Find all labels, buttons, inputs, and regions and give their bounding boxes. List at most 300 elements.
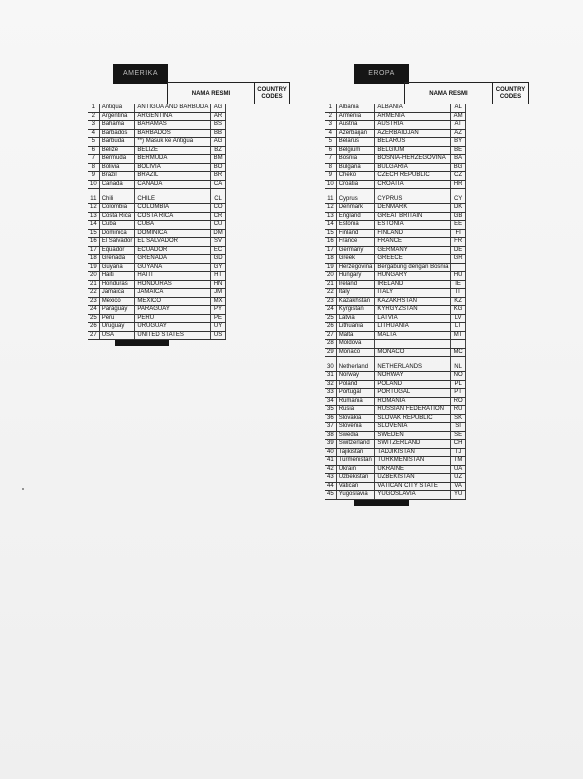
country-name: Moldova: [336, 340, 375, 349]
country-name: Dominica: [99, 229, 135, 238]
country-name: Swedia: [336, 431, 375, 440]
table-row: [325, 448, 465, 457]
official-name: CYPRUS: [375, 189, 451, 204]
table-row: [88, 138, 225, 147]
official-name: HONDURAS: [135, 280, 211, 289]
country-code: KG: [451, 306, 465, 315]
table-row: [325, 172, 465, 181]
official-name: GERMANY: [375, 246, 451, 255]
table-row: [88, 212, 225, 221]
country-code: BA: [451, 155, 465, 164]
row-number: 25: [325, 314, 336, 323]
country-code: BM: [211, 155, 225, 164]
country-code: GY: [211, 263, 225, 272]
official-name: ANTIGUA AND BARBUDA: [135, 104, 211, 112]
official-name: LATVIA: [375, 314, 451, 323]
official-name: LITHUANIA: [375, 323, 451, 332]
official-name: IRELAND: [375, 280, 451, 289]
official-name: SLOVAK REPUBLIC: [375, 414, 451, 423]
official-name: UKRAINE: [375, 465, 451, 474]
row-number: 12: [325, 204, 336, 213]
country-name: Tajikistan: [336, 448, 375, 457]
country-name: Monaco: [336, 348, 375, 357]
official-name: TADJIKISTAN: [375, 448, 451, 457]
country-name: Turmenistan: [336, 457, 375, 466]
row-number: 12: [88, 204, 99, 213]
table-row: [325, 246, 465, 255]
table-row: [88, 180, 225, 189]
table-row: [325, 229, 465, 238]
table-row: [88, 121, 225, 130]
left-country-table: [88, 104, 226, 340]
table-row: [88, 172, 225, 181]
row-number: 3: [325, 121, 336, 130]
country-name: Kyrgistan: [336, 306, 375, 315]
country-name: Uzbekistan: [336, 474, 375, 483]
country-name: Uruguay: [99, 323, 135, 332]
country-code: SV: [211, 238, 225, 247]
row-number: 35: [325, 406, 336, 415]
table-row: [325, 389, 465, 398]
country-name: Italy: [336, 289, 375, 298]
country-name: Grenada: [99, 255, 135, 264]
country-code: PE: [211, 314, 225, 323]
row-number: 9: [88, 172, 99, 181]
row-number: 10: [325, 180, 336, 189]
country-name: Herzegovina: [336, 263, 375, 272]
country-name: Colombia: [99, 204, 135, 213]
table-row: [325, 482, 465, 491]
row-number: 18: [88, 255, 99, 264]
row-number: 13: [88, 212, 99, 221]
table-row: [325, 138, 465, 147]
country-code: DK: [451, 204, 465, 213]
table-row: [325, 272, 465, 281]
country-code: LV: [451, 314, 465, 323]
country-code: GR: [451, 255, 465, 264]
country-code: LT: [451, 323, 465, 332]
row-number: 27: [325, 331, 336, 340]
official-name: BELARUS: [375, 138, 451, 147]
country-code: MC: [451, 348, 465, 357]
country-name: El Salvador: [99, 238, 135, 247]
official-name: CHILE: [135, 189, 211, 204]
country-name: Estonia: [336, 221, 375, 230]
country-code: NO: [451, 372, 465, 381]
country-code: HT: [211, 272, 225, 281]
country-code: BB: [211, 129, 225, 138]
row-number: 25: [88, 314, 99, 323]
official-name: SWITZERLAND: [375, 440, 451, 449]
row-number: 8: [88, 163, 99, 172]
country-name: Denmark: [336, 204, 375, 213]
country-name: Equador: [99, 246, 135, 255]
table-row: [325, 204, 465, 213]
table-row: [325, 221, 465, 230]
table-row: [325, 238, 465, 247]
row-number: 17: [325, 246, 336, 255]
country-code: RU: [451, 406, 465, 415]
country-name: Portugal: [336, 389, 375, 398]
row-number: 19: [88, 263, 99, 272]
table-row: [88, 255, 225, 264]
country-code: CH: [451, 440, 465, 449]
official-name: CANADA: [135, 180, 211, 189]
row-number: 26: [325, 323, 336, 332]
official-name: ALBANIA: [375, 104, 451, 112]
country-name: Belgium: [336, 146, 375, 155]
official-name: CROATIA: [375, 180, 451, 189]
table-row: [325, 297, 465, 306]
table-row: [325, 263, 465, 272]
left-header-row: [167, 82, 290, 104]
official-name: MEXICO: [135, 297, 211, 306]
country-code: DE: [451, 246, 465, 255]
official-name: BRAZIL: [135, 172, 211, 181]
table-row: [325, 306, 465, 315]
row-number: 7: [88, 155, 99, 164]
right-header-row: [404, 82, 529, 104]
table-row: [88, 238, 225, 247]
row-number: 10: [88, 180, 99, 189]
row-number: 45: [325, 491, 336, 500]
official-name: DENMARK: [375, 204, 451, 213]
country-code: TM: [451, 457, 465, 466]
official-name: KAZAKHSTAN: [375, 297, 451, 306]
country-name: Netherland: [336, 357, 375, 372]
row-number: 11: [325, 189, 336, 204]
row-number: 22: [325, 289, 336, 298]
country-code: IT: [451, 289, 465, 298]
table-row: [325, 104, 465, 112]
row-number: 4: [325, 129, 336, 138]
country-name: Finland: [336, 229, 375, 238]
official-name: HAITI: [135, 272, 211, 281]
row-number: 27: [88, 331, 99, 340]
country-name: Bulgaria: [336, 163, 375, 172]
official-name: GREECE: [375, 255, 451, 264]
official-name: SWEDEN: [375, 431, 451, 440]
row-number: 16: [325, 238, 336, 247]
right-header-dark: EROPA: [354, 64, 409, 84]
country-code: VA: [451, 482, 465, 491]
table-row: [325, 189, 465, 204]
country-name: Peru: [99, 314, 135, 323]
row-number: 5: [325, 138, 336, 147]
table-row: [88, 221, 225, 230]
table-row: [325, 348, 465, 357]
country-name: Armenia: [336, 112, 375, 121]
row-number: 20: [88, 272, 99, 281]
table-row: [325, 465, 465, 474]
official-name: PORTUGAL: [375, 389, 451, 398]
country-code: SE: [451, 431, 465, 440]
table-row: [88, 104, 225, 112]
row-number: 22: [88, 289, 99, 298]
official-name: Bergabung dengan Bosnia: [375, 263, 451, 272]
row-number: 19: [325, 263, 336, 272]
country-code: JM: [211, 289, 225, 298]
table-row: [325, 212, 465, 221]
row-number: 42: [325, 465, 336, 474]
row-number: 23: [88, 297, 99, 306]
table-row: [325, 323, 465, 332]
table-row: [325, 423, 465, 432]
table-row: [325, 397, 465, 406]
official-name: AZERBAIDJAN: [375, 129, 451, 138]
right-col-code-header: COUNTRY CODES: [492, 82, 529, 104]
country-code: SK: [451, 414, 465, 423]
official-name: ARGENTINA: [135, 112, 211, 121]
table-row: [325, 146, 465, 155]
country-name: Costa Rica: [99, 212, 135, 221]
row-number: 20: [325, 272, 336, 281]
row-number: 2: [88, 112, 99, 121]
row-number: 1: [325, 104, 336, 112]
country-code: BE: [451, 146, 465, 155]
country-code: AT: [451, 121, 465, 130]
table-row: [88, 129, 225, 138]
country-code: HU: [451, 272, 465, 281]
official-name: RUSSIAN FEDERATION: [375, 406, 451, 415]
country-code: MT: [451, 331, 465, 340]
table-row: [88, 246, 225, 255]
official-name: VATICAN CITY STATE: [375, 482, 451, 491]
country-name: Rumania: [336, 397, 375, 406]
country-code: [451, 263, 465, 272]
country-code: US: [211, 331, 225, 340]
table-row: [88, 204, 225, 213]
country-name: France: [336, 238, 375, 247]
table-row: [88, 314, 225, 323]
official-name: GRENADA: [135, 255, 211, 264]
table-row: [88, 331, 225, 340]
official-name: MONACO: [375, 348, 451, 357]
row-number: 23: [325, 297, 336, 306]
table-row: [88, 112, 225, 121]
official-name: NORWAY: [375, 372, 451, 381]
official-name: BARBADOS: [135, 129, 211, 138]
table-row: [88, 163, 225, 172]
country-code: KZ: [451, 297, 465, 306]
left-col-name-header: NAMA RESMI: [167, 82, 254, 104]
table-row: [325, 155, 465, 164]
official-name: MALTA: [375, 331, 451, 340]
table-row: [325, 180, 465, 189]
country-name: Latvia: [336, 314, 375, 323]
row-number: 43: [325, 474, 336, 483]
country-name: Lithuania: [336, 323, 375, 332]
country-code: BR: [211, 172, 225, 181]
country-name: Ukrain: [336, 465, 375, 474]
row-number: 21: [88, 280, 99, 289]
country-name: England: [336, 212, 375, 221]
country-code: UZ: [451, 474, 465, 483]
official-name: COLOMBIA: [135, 204, 211, 213]
country-code: BZ: [211, 146, 225, 155]
row-number: 24: [325, 306, 336, 315]
table-row: [325, 431, 465, 440]
country-code: GD: [211, 255, 225, 264]
official-name: CUBA: [135, 221, 211, 230]
country-code: HN: [211, 280, 225, 289]
row-number: 8: [325, 163, 336, 172]
official-name: ESTONIA: [375, 221, 451, 230]
country-code: AM: [451, 112, 465, 121]
row-number: 11: [88, 189, 99, 204]
country-name: Brazil: [99, 172, 135, 181]
country-code: [451, 340, 465, 349]
official-name: COSTA RICA: [135, 212, 211, 221]
row-number: 29: [325, 348, 336, 357]
row-number: 39: [325, 440, 336, 449]
official-name: ITALY: [375, 289, 451, 298]
row-number: 36: [325, 414, 336, 423]
row-number: 7: [325, 155, 336, 164]
table-row: [325, 491, 465, 500]
country-code: UY: [211, 323, 225, 332]
country-name: Antiqua: [99, 104, 135, 112]
row-number: 26: [88, 323, 99, 332]
table-row: [325, 414, 465, 423]
country-code: BO: [211, 163, 225, 172]
official-name: CZECH REPUBLIC: [375, 172, 451, 181]
official-name: ECUADOR: [135, 246, 211, 255]
row-number: 30: [325, 357, 336, 372]
official-name: BERMUDA: [135, 155, 211, 164]
country-name: Jamaica: [99, 289, 135, 298]
country-code: GB: [451, 212, 465, 221]
country-name: Kazakhstan: [336, 297, 375, 306]
row-number: 13: [325, 212, 336, 221]
row-number: 44: [325, 482, 336, 491]
row-number: 5: [88, 138, 99, 147]
row-number: 6: [325, 146, 336, 155]
row-number: 38: [325, 431, 336, 440]
row-number: 32: [325, 380, 336, 389]
official-name: ROMANIA: [375, 397, 451, 406]
row-number: 14: [325, 221, 336, 230]
country-name: USA: [99, 331, 135, 340]
table-row: [325, 255, 465, 264]
official-name: YUGOSLAVIA: [375, 491, 451, 500]
country-code: PY: [211, 306, 225, 315]
country-name: Slovakia: [336, 414, 375, 423]
official-name: BELIZE: [135, 146, 211, 155]
country-code: CY: [451, 189, 465, 204]
table-row: [88, 306, 225, 315]
scan-speck: [22, 488, 24, 490]
table-row: [325, 163, 465, 172]
official-name: ARMENIA: [375, 112, 451, 121]
country-code: IE: [451, 280, 465, 289]
official-name: URUGUAY: [135, 323, 211, 332]
left-col-code-header: COUNTRY CODES: [254, 82, 290, 104]
official-name: SLOVENIA: [375, 423, 451, 432]
right-country-table: [325, 104, 466, 500]
country-name: Germany: [336, 246, 375, 255]
country-name: Barbados: [99, 129, 135, 138]
row-number: 1: [88, 104, 99, 112]
right-col-name-header: NAMA RESMI: [404, 82, 492, 104]
row-number: 33: [325, 389, 336, 398]
country-code: YU: [451, 491, 465, 500]
country-name: Bolivia: [99, 163, 135, 172]
row-number: 17: [88, 246, 99, 255]
table-row: [325, 121, 465, 130]
country-code: AR: [211, 112, 225, 121]
official-name: EL SALVADOR: [135, 238, 211, 247]
official-name: PARAGUAY: [135, 306, 211, 315]
country-code: EC: [211, 246, 225, 255]
country-code: SI: [451, 423, 465, 432]
country-name: Canada: [99, 180, 135, 189]
country-code: PL: [451, 380, 465, 389]
row-number: 6: [88, 146, 99, 155]
row-number: 21: [325, 280, 336, 289]
official-name: FRANCE: [375, 238, 451, 247]
country-name: Slovenia: [336, 423, 375, 432]
table-row: [325, 440, 465, 449]
table-row: [325, 331, 465, 340]
official-name: AUSTRIA: [375, 121, 451, 130]
row-number: 15: [88, 229, 99, 238]
country-code: AL: [451, 104, 465, 112]
country-name: Paraguay: [99, 306, 135, 315]
table-row: [325, 380, 465, 389]
official-name: KYRGYZSTAN: [375, 306, 451, 315]
table-row: [325, 314, 465, 323]
row-number: 16: [88, 238, 99, 247]
official-name: BULGARIA: [375, 163, 451, 172]
country-name: Bosnia: [336, 155, 375, 164]
country-name: Barbuda: [99, 138, 135, 147]
country-code: FI: [451, 229, 465, 238]
country-code: FR: [451, 238, 465, 247]
country-name: Honduras: [99, 280, 135, 289]
official-name: PERU: [135, 314, 211, 323]
country-code: AZ: [451, 129, 465, 138]
country-name: Rusia: [336, 406, 375, 415]
table-row: [325, 372, 465, 381]
official-name: BOLIVIA: [135, 163, 211, 172]
table-row: [325, 340, 465, 349]
country-code: RO: [451, 397, 465, 406]
table-row: [88, 289, 225, 298]
country-name: Argentina: [99, 112, 135, 121]
table-row: [88, 229, 225, 238]
country-name: Chili: [99, 189, 135, 204]
table-row: [88, 280, 225, 289]
table-row: [325, 112, 465, 121]
country-name: Switzerland: [336, 440, 375, 449]
country-name: Bermuda: [99, 155, 135, 164]
table-row: [88, 146, 225, 155]
country-code: PT: [451, 389, 465, 398]
table-row: [325, 357, 465, 372]
country-name: Poland: [336, 380, 375, 389]
row-number: 41: [325, 457, 336, 466]
table-row: [325, 129, 465, 138]
country-name: Vatican: [336, 482, 375, 491]
country-name: Greek: [336, 255, 375, 264]
official-name: NETHERLANDS: [375, 357, 451, 372]
country-name: Ireland: [336, 280, 375, 289]
country-name: Cheko: [336, 172, 375, 181]
country-code: CR: [211, 212, 225, 221]
country-code: AG: [211, 104, 225, 112]
country-name: Bahama: [99, 121, 135, 130]
